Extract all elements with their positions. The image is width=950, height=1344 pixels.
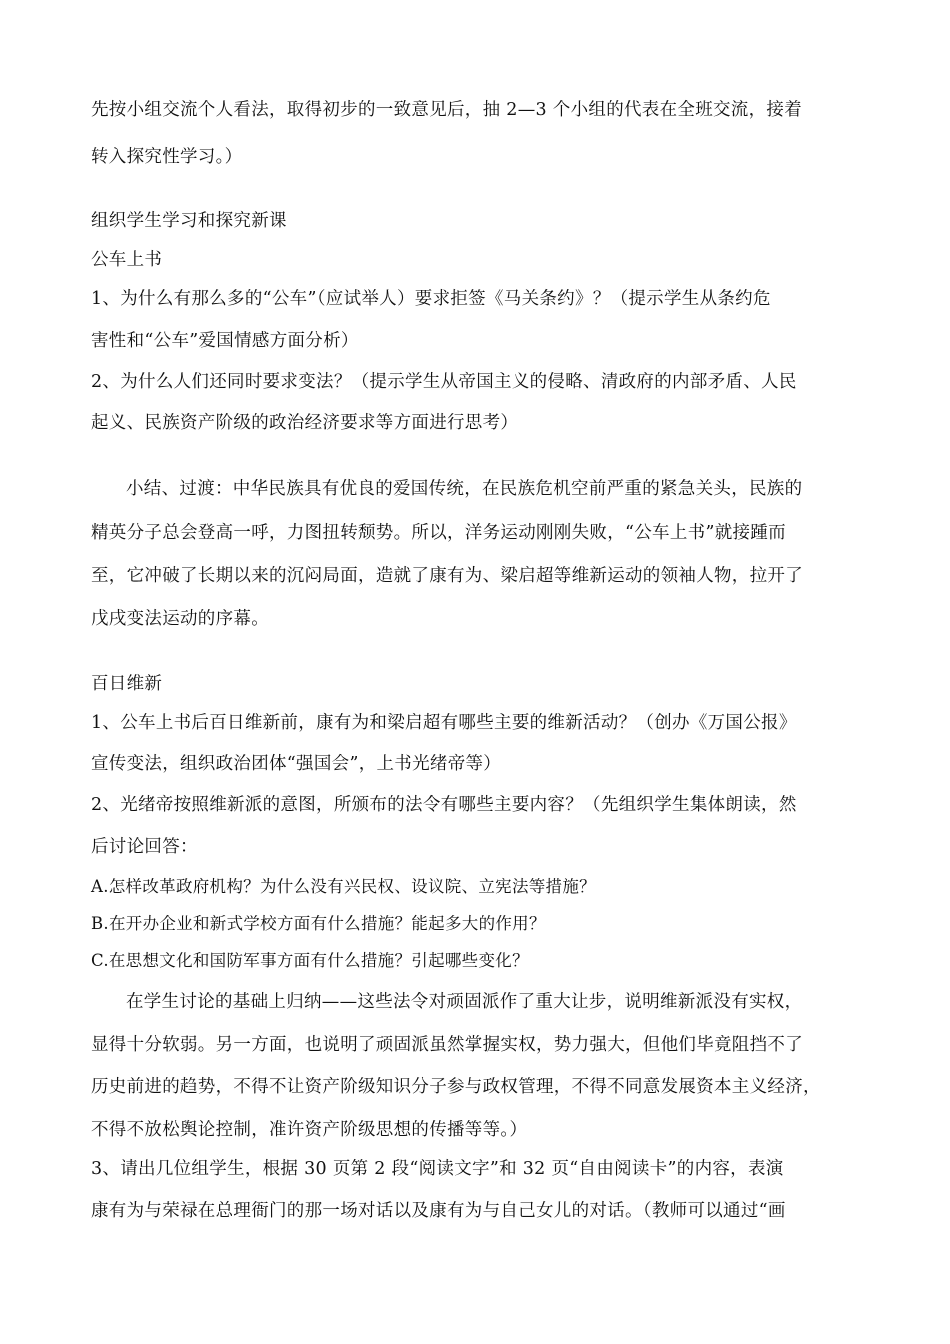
conclusion-line: 历史前进的趋势，不得不让资产阶级知识分子参与政权管理，不得不同意发展资本主义经济， xyxy=(91,1077,821,1097)
option-line: B.在开办企业和新式学校方面有什么措施？能起多大的作用？ xyxy=(91,914,546,933)
question-line: 2、为什么人们还同时要求变法？（提示学生从帝国主义的侵略、清政府的内部矛盾、人民 xyxy=(91,372,797,392)
section-heading: 组织学生学习和探究新课 xyxy=(91,211,287,231)
question-line: 宣传变法，组织政治团体“强国会”，上书光绪帝等） xyxy=(91,754,502,774)
question-line: 后讨论回答： xyxy=(91,837,198,857)
subsection-heading: 百日维新 xyxy=(91,674,163,694)
conclusion-line: 显得十分软弱。另一方面，也说明了顽固派虽然掌握实权，势力强大，但他们毕竟阻挡不了 xyxy=(91,1035,803,1055)
option-line: A.怎样改革政府机构？为什么没有兴民权、设议院、立宪法等措施？ xyxy=(91,877,596,896)
conclusion-line: 不得不放松舆论控制，准许资产阶级思想的传播等等。） xyxy=(91,1120,528,1140)
summary-line: 戊戌变法运动的序幕。 xyxy=(91,609,269,629)
summary-line: 精英分子总会登高一呼，力图扭转颓势。所以，洋务运动刚刚失败，“公车上书”就接踵而 xyxy=(91,523,786,543)
paragraph-line: 先按小组交流个人看法，取得初步的一致意见后，抽 2—3 个小组的代表在全班交流，接着 xyxy=(91,100,802,120)
paragraph-line: 转入探究性学习。） xyxy=(91,147,243,167)
question-line: 3、请出几位组学生，根据 30 页第 2 段“阅读文字”和 32 页“自由阅读卡”的内容，表演 xyxy=(91,1159,784,1179)
question-line: 2、光绪帝按照维新派的意图，所颁布的法令有哪些主要内容？（先组织学生集体朗读，然 xyxy=(91,795,797,815)
question-line: 康有为与荣禄在总理衙门的那一场对话以及康有为与自己女儿的对话。（教师可以通过“画 xyxy=(91,1201,786,1221)
summary-line: 小结、过渡：中华民族具有优良的爱国传统，在民族危机空前严重的紧急关头，民族的 xyxy=(126,479,803,499)
option-line: C.在思想文化和国防军事方面有什么措施？引起哪些变化？ xyxy=(91,951,529,970)
question-line: 起义、民族资产阶级的政治经济要求等方面进行思考） xyxy=(91,413,519,433)
subsection-heading: 公车上书 xyxy=(91,250,163,270)
question-line: 1、为什么有那么多的“公车”（应试举人）要求拒签《马关条约》？（提示学生从条约危 xyxy=(91,289,771,309)
question-line: 1、公车上书后百日维新前，康有为和梁启超有哪些主要的维新活动？（创办《万国公报》 xyxy=(91,713,797,733)
question-line: 害性和“公车”爱国情感方面分析） xyxy=(91,331,359,351)
conclusion-line: 在学生讨论的基础上归纳——这些法令对顽固派作了重大让步，说明维新派没有实权， xyxy=(126,992,803,1012)
summary-line: 至，它冲破了长期以来的沉闷局面，造就了康有为、梁启超等维新运动的领袖人物，拉开了 xyxy=(91,566,803,586)
